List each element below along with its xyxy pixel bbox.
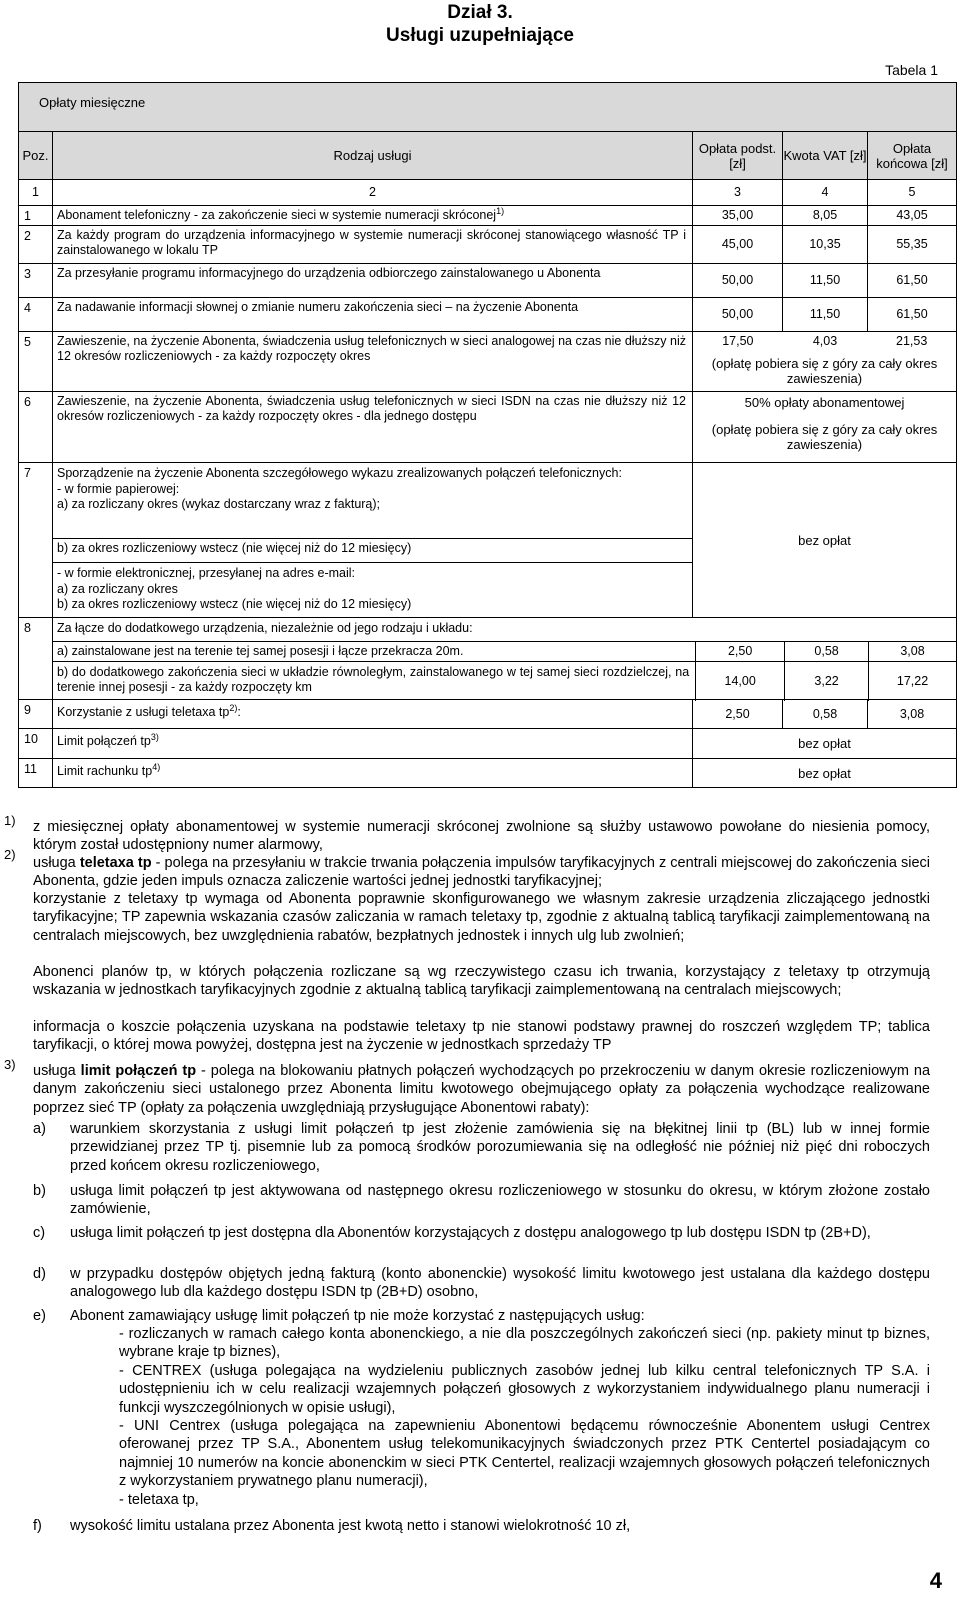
row-number: 10 xyxy=(24,732,38,746)
table-row xyxy=(19,331,956,391)
list-marker: e) xyxy=(33,1308,46,1324)
footnote-marker: 3) xyxy=(4,1057,16,1072)
vat-amount: 3,22 xyxy=(784,662,868,701)
col-header-vat: Kwota VAT [zł] xyxy=(782,132,867,179)
col-header-service: Rodzaj usługi xyxy=(52,132,692,179)
fee-value: 50% opłaty abonamentowej xyxy=(744,395,905,410)
section-title: Opłaty miesięczne xyxy=(39,95,146,110)
row-number: 3 xyxy=(24,267,31,281)
statement-paper xyxy=(53,463,692,538)
row-values xyxy=(692,332,956,391)
row-number: 7 xyxy=(24,466,31,480)
list-marker: d) xyxy=(33,1266,46,1282)
vat-amount: 8,05 xyxy=(782,206,867,225)
column-number-row xyxy=(19,179,956,205)
row-text: Korzystanie z usługi teletaxa tp xyxy=(57,705,230,719)
list-item: Abonent zamawiający usługę limit połączeń tp nie może korzystać z następujących usług: xyxy=(70,1308,645,1324)
vat-amount: 11,50 xyxy=(782,264,867,297)
footnote-marker: 1) xyxy=(4,813,16,828)
row-number: 2 xyxy=(24,229,31,243)
table-row xyxy=(19,462,956,617)
col-header-base: Opłata podst.[zł] xyxy=(692,132,782,179)
payment-note: (opłatę pobiera się z góry za cały okres zawieszenia) xyxy=(711,356,938,386)
row-description xyxy=(52,700,692,728)
list-item: wysokość limitu ustalana przez Abonenta jest kwotą netto i stanowi wielokrotność 10 zł, xyxy=(70,1518,631,1534)
row-description xyxy=(52,206,692,225)
row-description: Za nadawanie informacji słownej o zmianie numeru zakończenia sieci – na życzenie Abonenta xyxy=(52,298,692,331)
row-text: : xyxy=(237,705,241,719)
sub-row xyxy=(53,641,956,661)
row-text: b) za okres rozliczeniowy wstecz (nie więcej niż do 12 miesięcy) xyxy=(53,538,692,562)
row-text: Limit połączeń tp xyxy=(57,734,151,748)
list-subitem: - CENTREX (usługa polegająca na wydzieleniu publicznych zasobów jednej lub kilku central telefonicznych TP S.A. i udostępnieniu ich w celu realizacji wzajemnych połączeń głosowych z wykorzystaniem indywidualnego planu numeracji i funkcji wyszczególnionych w opisie usługi), xyxy=(119,1363,930,1416)
footnote-text: korzystanie z teletaxy tp wymaga od Abonenta poprawnie skonfigurowanego we własnym zakresie urządzenia zliczającego jednostki taryfikacyjne; TP zapewnia wskazania czasów zaliczania w ramach teletaxy tp, zgodnie z aktualną tablicą taryfikacji zaimplementowaną na centralach miejscowych, bez uwzględnienia rabatów, bezpłatnych jednostek i innych ulg lub zwolnień; xyxy=(33,891,930,944)
footnote-text: z miesięcznej opłaty abonamentowej w systemie numeracji skróconej zwolnione są służby ustawowo powołane do niesienia pomocy, którym został udostępniony numer alarmowy, xyxy=(33,819,930,854)
list-item: usługa limit połączeń tp jest dostępna dla Abonentów korzystających z dostępu analogowego tp lub dostępu ISDN tp (2B+D), xyxy=(70,1225,871,1241)
row-description: Zawieszenie, na życzenie Abonenta, świadczenia usług telefonicznych w sieci ISDN na czas nie dłuższy niż 12 okresów rozliczeniowych - za każdy rozpoczęty okres - dla jednego dostępu xyxy=(52,392,692,462)
table-row xyxy=(19,225,956,263)
row-number: 11 xyxy=(24,762,37,776)
footnote-text: informacja o koszcie połączenia uzyskana na podstawie teletaxy tp nie stanowi podstawy prawnej do roszczeń względem TP; tablica taryfikacji, o której mowa powyżej, dostępna jest na życzenie w jednostkach sprzedaży TP xyxy=(33,1019,930,1054)
base-fee: 2,50 xyxy=(695,642,784,661)
table-row xyxy=(19,699,956,728)
row-text: a) za rozliczany okres (wykaz dostarczany wraz z fakturą); xyxy=(57,497,381,511)
footnote-text: Abonenci planów tp, w których połączenia rozliczane są wg rzeczywistego czasu ich trwania, korzystający z teletaxy tp otrzymują wskazania w jednostkach taryfikacyjnych zgodnie z aktualną tablicą taryfikacji zaimplementowaną na centralach miejscowych; xyxy=(33,964,930,999)
row-number: 8 xyxy=(24,621,31,635)
row-values xyxy=(692,392,956,462)
table-row xyxy=(19,391,956,462)
row-text: - w formie papierowej: xyxy=(57,481,180,496)
row-text: Sporządzenie na życzenie Abonenta szczegółowego wykazu zrealizowanych połączeń telefonicznych: xyxy=(57,466,622,480)
footnote-ref: 4) xyxy=(152,761,161,772)
list-item: w przypadku dostępów objętych jedną fakturą (konto abonenckie) wysokość limitu kwotowego jest ustalana dla każdego dostępu analogowego lub dla każdego dostępu ISDN tp (2B+D) osobno, xyxy=(70,1266,930,1301)
footnote-ref: 3) xyxy=(150,731,159,742)
base-fee: 45,00 xyxy=(692,226,782,263)
row-text: b) za okres rozliczeniowy wstecz (nie więcej niż do 12 miesięcy) xyxy=(57,597,412,611)
list-item: warunkiem skorzystania z usługi limit połączeń tp jest złożenie zamówienia się na błękitnej linii tp (BL) lub w innej formie przewidzianej przez TP tj. pisemnie lub za pomocą środków porozumiewania się na odległość nie później niż pięć dni roboczych przed końcem okresu rozliczeniowego, xyxy=(70,1121,930,1174)
final-fee: 21,53 xyxy=(896,334,928,348)
col-num: 5 xyxy=(867,180,956,205)
row-description: Za każdy program do urządzenia informacyjnego w systemie numeracji skróconej stanowiącego własność TP i zainstalowanego w lokalu TP xyxy=(52,226,692,263)
vat-amount: 0,58 xyxy=(782,700,867,728)
list-subitem: - teletaxa tp, xyxy=(119,1492,199,1508)
table-row xyxy=(19,205,956,225)
base-fee: 35,00 xyxy=(692,206,782,225)
page-number: 4 xyxy=(929,1568,942,1593)
vat-amount: 10,35 xyxy=(782,226,867,263)
col-header-poz: Poz. xyxy=(22,148,49,163)
footnote-lead: usługa xyxy=(33,855,76,871)
row-description: Zawieszenie, na życzenie Abonenta, świadczenia usług telefonicznych w sieci analogowej na czas nie dłuższy niż 12 okresów rozliczeniowych - za każdy rozpoczęty okres xyxy=(52,332,692,391)
list-marker: f) xyxy=(33,1518,42,1534)
table-label: Tabela 1 xyxy=(885,62,938,78)
row-number: 5 xyxy=(24,335,31,349)
col-header-final: Opłata końcowa [zł] xyxy=(867,132,956,179)
row-text: Limit rachunku tp xyxy=(57,764,153,778)
final-fee: 17,22 xyxy=(868,662,956,701)
footnote-term: teletaxa tp xyxy=(79,855,152,871)
section-row xyxy=(19,83,956,131)
footnote-ref: 1) xyxy=(496,205,505,216)
row-text: a) za rozliczany okres xyxy=(57,581,178,596)
final-fee: 61,50 xyxy=(867,298,956,331)
row-text: Za łącze do dodatkowego urządzenia, niezależnie od jego rodzaju i układu: xyxy=(57,621,473,635)
fee-value: bez opłat xyxy=(692,759,956,787)
base-fee: 50,00 xyxy=(692,298,782,331)
list-item: usługa limit połączeń tp jest aktywowana od następnego okresu rozliczeniowego w stosunku do okresu, w którym złożone zostało zamówienie, xyxy=(70,1183,930,1218)
footnote-lead: - polega na blokowaniu płatnych połączeń wychodzących po przekroczeniu w danym okresie rozliczeniowym na danym zakończeniu sieci ustalonego przez Abonenta limitu kwotowego obejmującego opłaty za połączenia wychodzące realizowane poprzez sieć TP (opłaty za połączenia uwzględniają przysługujące Abonentowi rabaty): xyxy=(33,1063,931,1116)
row-number: 9 xyxy=(24,703,31,717)
base-fee: 14,00 xyxy=(695,662,784,701)
final-fee: 55,35 xyxy=(867,226,956,263)
sub-row xyxy=(53,661,956,701)
row-number: 1 xyxy=(24,209,31,223)
final-fee: 61,50 xyxy=(867,264,956,297)
list-marker: b) xyxy=(33,1183,46,1199)
fee-value: bez opłat xyxy=(692,463,956,617)
page-subtitle: Usługi uzupełniające xyxy=(386,25,574,46)
table-row xyxy=(19,297,956,331)
vat-amount: 4,03 xyxy=(812,334,838,348)
final-fee: 43,05 xyxy=(867,206,956,225)
base-fee: 17,50 xyxy=(722,334,754,348)
base-fee: 2,50 xyxy=(692,700,782,728)
page-title: Dział 3. xyxy=(447,2,513,23)
final-fee: 3,08 xyxy=(868,642,956,661)
vat-amount: 0,58 xyxy=(784,642,868,661)
col-num: 4 xyxy=(782,180,867,205)
vat-amount: 11,50 xyxy=(782,298,867,331)
row-number: 6 xyxy=(24,395,31,409)
row-header xyxy=(53,618,956,641)
list-marker: c) xyxy=(33,1225,46,1241)
footnote-text xyxy=(33,1062,930,1117)
base-fee: 50,00 xyxy=(692,264,782,297)
col-num: 2 xyxy=(52,180,692,205)
fees-table xyxy=(18,82,957,788)
table-row xyxy=(19,728,956,758)
footnote-marker: 2) xyxy=(4,847,16,862)
table-row xyxy=(19,263,956,297)
table-row xyxy=(19,617,956,699)
final-fee: 3,08 xyxy=(867,700,956,728)
payment-note: (opłatę pobiera się z góry za cały okres zawieszenia) xyxy=(711,422,938,452)
row-text: Abonament telefoniczny - za zakończenie sieci w systemie numeracji skróconej xyxy=(57,208,497,222)
list-marker: a) xyxy=(33,1121,46,1137)
footnote-lead: - polega na przesyłaniu w trakcie trwania połączenia impulsów taryfikacyjnych z centrali miejscowej do zakończenia sieci Abonenta, gdzie jeden impuls oznacza zaliczenie wartości jednej jednostki taryfikacyjnej; xyxy=(33,855,930,890)
col-num: 3 xyxy=(692,180,782,205)
col-num: 1 xyxy=(32,185,39,199)
row-description xyxy=(52,463,692,617)
table-row xyxy=(19,758,956,787)
row-text: b) do dodatkowego zakończenia sieci w układzie równoległym, zainstalowanego w tej samej sieci rozdzielczej, na terenie innej posesji - za każdy rozpoczęty km xyxy=(57,665,690,694)
footnote-lead: usługa xyxy=(33,1063,76,1079)
row-description xyxy=(52,759,692,787)
footnote-ref: 2) xyxy=(229,702,238,713)
footnote-text xyxy=(33,854,930,891)
list-subitem: - UNI Centrex (usługa polegająca na zapewnieniu Abonentowi będącemu równocześnie Abonentem usługi Centrex oferowanej przez TP S.A., Abonentem usług telekomunikacyjnych świadczonych przez PTK Centertel posiadającym co najmniej 10 numerów na koncie abonenckim w sieci PTK Centertel, realizacji wzajemnych głosowych połączeń telefonicznych z wykorzystaniem prywatnego planu numeracji), xyxy=(119,1418,930,1490)
row-description: Za przesyłanie programu informacyjnego do urządzenia odbiorczego zainstalowanego u Abonenta xyxy=(52,264,692,297)
column-header-row xyxy=(19,131,956,179)
footnote-term: limit połączeń tp xyxy=(80,1063,197,1079)
list-subitem: - rozliczanych w ramach całego konta abonenckiego, a nie dla poszczególnych zakończeń sieci (np. pakiety minut tp biznes, wybrane kraje tp biznes), xyxy=(119,1326,930,1361)
row-text: a) zainstalowane jest na terenie tej samej posesji i łącze przekracza 20m. xyxy=(57,644,464,658)
fee-value: bez opłat xyxy=(692,729,956,758)
row-description xyxy=(52,729,692,758)
row-number: 4 xyxy=(24,301,31,315)
row-subitems xyxy=(52,618,956,699)
row-text: - w formie elektronicznej, przesyłanej na adres e-mail: xyxy=(57,566,356,580)
